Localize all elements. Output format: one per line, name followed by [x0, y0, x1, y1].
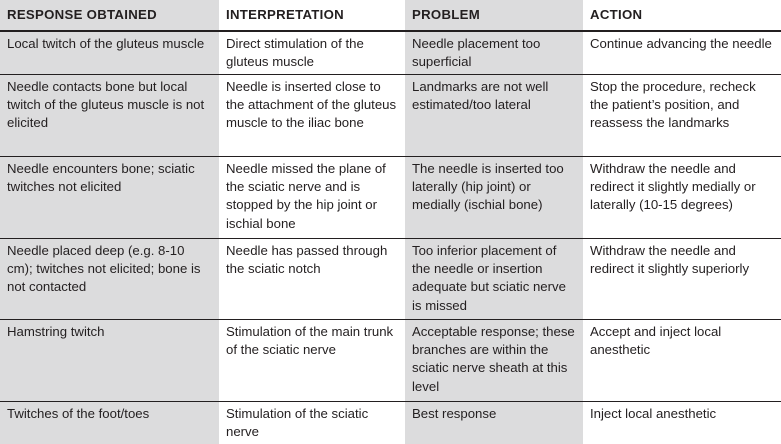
cell-problem: The needle is inserted too laterally (hip joint) or medially (ischial bone) — [405, 156, 583, 238]
header-response-obtained: RESPONSE OBTAINED — [0, 0, 219, 31]
cell-action: Withdraw the needle and redirect it slightly medially or laterally (10-15 degrees) — [583, 156, 781, 238]
cell-interpretation: Direct stimulation of the gluteus muscle — [219, 31, 405, 74]
cell-response: Needle placed deep (e.g. 8-10 cm); twitches not elicited; bone is not contacted — [0, 238, 219, 319]
cell-action: Continue advancing the needle — [583, 31, 781, 74]
cell-response: Hamstring twitch — [0, 319, 219, 401]
cell-interpretation: Stimulation of the sciatic nerve — [219, 401, 405, 444]
cell-interpretation: Needle is inserted close to the attachment of the gluteus muscle to the iliac bone — [219, 74, 405, 156]
cell-action: Accept and inject local anesthetic — [583, 319, 781, 401]
table-row — [0, 319, 781, 401]
table-row — [0, 238, 781, 319]
cell-problem: Acceptable response; these branches are within the sciatic nerve sheath at this level — [405, 319, 583, 401]
table-row — [0, 31, 781, 74]
table-row — [0, 156, 781, 238]
cell-response: Twitches of the foot/toes — [0, 401, 219, 444]
cell-action: Withdraw the needle and redirect it slightly superiorly — [583, 238, 781, 319]
cell-problem: Too inferior placement of the needle or insertion adequate but sciatic nerve is missed — [405, 238, 583, 319]
cell-problem: Landmarks are not well estimated/too lateral — [405, 74, 583, 156]
header-problem: PROBLEM — [405, 0, 583, 31]
cell-problem: Best response — [405, 401, 583, 444]
table-row — [0, 401, 781, 444]
header-interpretation: INTERPRETATION — [219, 0, 405, 31]
cell-interpretation: Needle has passed through the sciatic notch — [219, 238, 405, 319]
cell-response: Needle encounters bone; sciatic twitches not elicited — [0, 156, 219, 238]
header-action: ACTION — [583, 0, 781, 31]
header-row — [0, 0, 781, 31]
cell-action: Stop the procedure, recheck the patient’s position, and reassess the landmarks — [583, 74, 781, 156]
table-row — [0, 74, 781, 156]
cell-interpretation: Needle missed the plane of the sciatic nerve and is stopped by the hip joint or ischial bone — [219, 156, 405, 238]
cell-action: Inject local anesthetic — [583, 401, 781, 444]
cell-response: Local twitch of the gluteus muscle — [0, 31, 219, 74]
cell-interpretation: Stimulation of the main trunk of the sciatic nerve — [219, 319, 405, 401]
cell-problem: Needle placement too superficial — [405, 31, 583, 74]
cell-response: Needle contacts bone but local twitch of the gluteus muscle is not elicited — [0, 74, 219, 156]
